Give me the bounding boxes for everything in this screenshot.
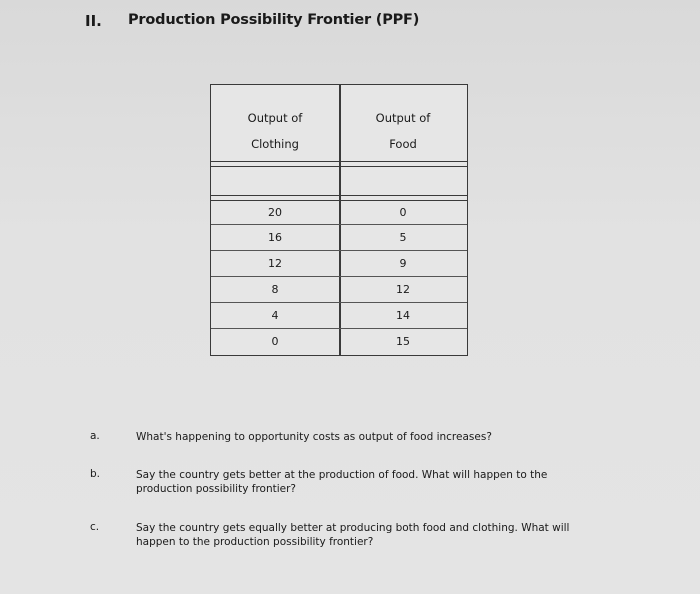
cell-food: 9: [399, 257, 407, 270]
cell-clothing: 12: [268, 257, 282, 270]
cell-food: 0: [399, 205, 407, 219]
ppf-table: [210, 84, 468, 356]
question-b-text: Say the country gets better at the production of food. What will happen to the production possibility frontier?: [136, 469, 548, 495]
header-clothing-line2: Clothing: [251, 137, 299, 151]
question-a-text: What's happening to opportunity costs as output of food increases?: [136, 431, 492, 443]
cell-clothing: 4: [271, 309, 279, 322]
header-food-line1: Output of: [375, 111, 431, 125]
section-numeral: II.: [85, 12, 102, 30]
question-a-letter: a.: [90, 430, 100, 442]
cell-clothing: 20: [268, 205, 282, 219]
cell-food: 5: [399, 231, 407, 244]
header-food-line2: Food: [389, 137, 417, 151]
page-title: Production Possibility Frontier (PPF): [128, 12, 420, 28]
question-b-letter: b.: [90, 468, 101, 480]
cell-clothing: 8: [271, 283, 279, 296]
header-clothing-line1: Output of: [247, 111, 303, 125]
cell-food: 14: [396, 309, 410, 322]
cell-clothing: 16: [268, 231, 282, 244]
question-c-text: Say the country gets equally better at producing both food and clothing. What will happen to the production possibility frontier?: [136, 522, 570, 548]
cell-food: 15: [396, 335, 410, 348]
cell-clothing: 0: [271, 335, 279, 348]
header-double-rule: [211, 161, 467, 167]
question-c-letter: c.: [90, 521, 100, 533]
header-clothing: [211, 85, 339, 163]
header-food: [340, 85, 466, 163]
cell-food: 12: [396, 283, 410, 296]
